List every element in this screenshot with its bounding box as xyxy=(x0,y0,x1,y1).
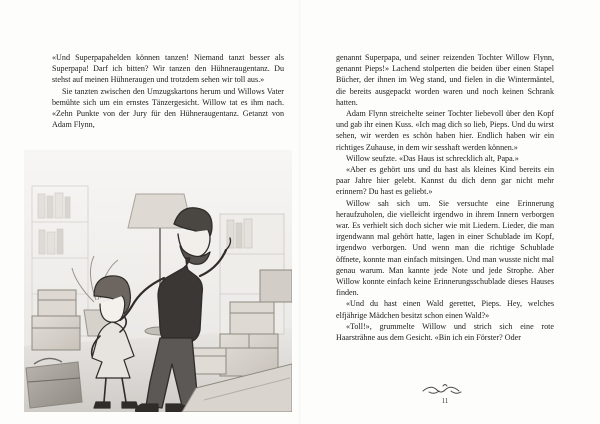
paragraph: «Und du hast einen Wald gerettet, Pieps. Hey, welches elfjährige Mädchen besitzt schon einen Wald?» xyxy=(336,299,554,320)
page-footer xyxy=(336,382,554,405)
paragraph: «Aber es gehört uns und du hast als kleines Kind bereits ein paar Jahre hier gelebt. Kannst du dich denn gar nicht mehr erinnern? Du hast es geliebt.» xyxy=(336,165,554,197)
illustration-dancing-father-daughter xyxy=(24,150,292,412)
page-spine xyxy=(299,0,301,424)
paragraph: genannt Superpapa, und seiner reizenden Tochter Willow Flynn, genannt Pieps!» Lachend stolperten die beiden über einen Stapel Bücher, der ihnen im Weg stand, und fielen in die Wintermäntel, die bereits ausgepackt worden waren und noch keinen Schrank hatten. xyxy=(336,53,554,107)
paragraph: «Toll!», grummelte Willow und strich sich eine rote Haarsträhne aus dem Gesicht. «Bin ich ein Förster? Oder xyxy=(336,321,554,343)
paragraph: Adam Flynn streichelte seiner Tochter liebevoll über den Kopf und gab ihr einen Kuss. «Ich mag dich so lieb, Pieps. Und du wirst sehen, wir werden es schön haben hier. Endlich haben wir ein richtiges Zuhause, in dem wir sesshaft werden können.» xyxy=(336,109,554,152)
paragraph: «Und Superpapahelden können tanzen! Niemand tanzt besser als Superpapa! Darf ich bitten? Wir tanzen den Hühneraugentanz. Du stehst auf meinen Hühneraugen und trotzdem sehen wir toll aus.» xyxy=(52,53,284,85)
paragraph: Willow seufzte. «Das Haus ist schrecklich alt, Papa.» xyxy=(346,153,519,163)
flourish-ornament-icon xyxy=(419,382,471,396)
page-number: 11 xyxy=(441,397,449,405)
right-page-text-column xyxy=(336,52,554,392)
paragraph: Willow sah sich um. Sie versuchte eine Erinnerung heraufzuholen, die vielleicht irgendwo in ihrem Innern verborgen war. Es verhielt sich doch sicher wie mit Liedern. Lieder, die man irgendwann mal gehört hatte, lagen in einer Schublade im Kopf, irgendwo verborgen. Und wenn man die richtige Schublade öffnete, konnte man einfach mitsingen. Und man wusste nicht mal genau warum. Man kannte jede Note und jede Strophe. Aber Willow konnte einfach keine Erinnerungsschublade dieses Hauses finden. xyxy=(336,198,554,298)
paragraph: Sie tanzten zwischen den Umzugskartons herum und Willows Vater bemühte sich um ein ernstes Tänzergesicht. Willow tat es ihm nach. «Zehn Punkte von der Jury für den Hühneraugentanz. Getanzt von Adam Flynn, xyxy=(52,86,284,130)
